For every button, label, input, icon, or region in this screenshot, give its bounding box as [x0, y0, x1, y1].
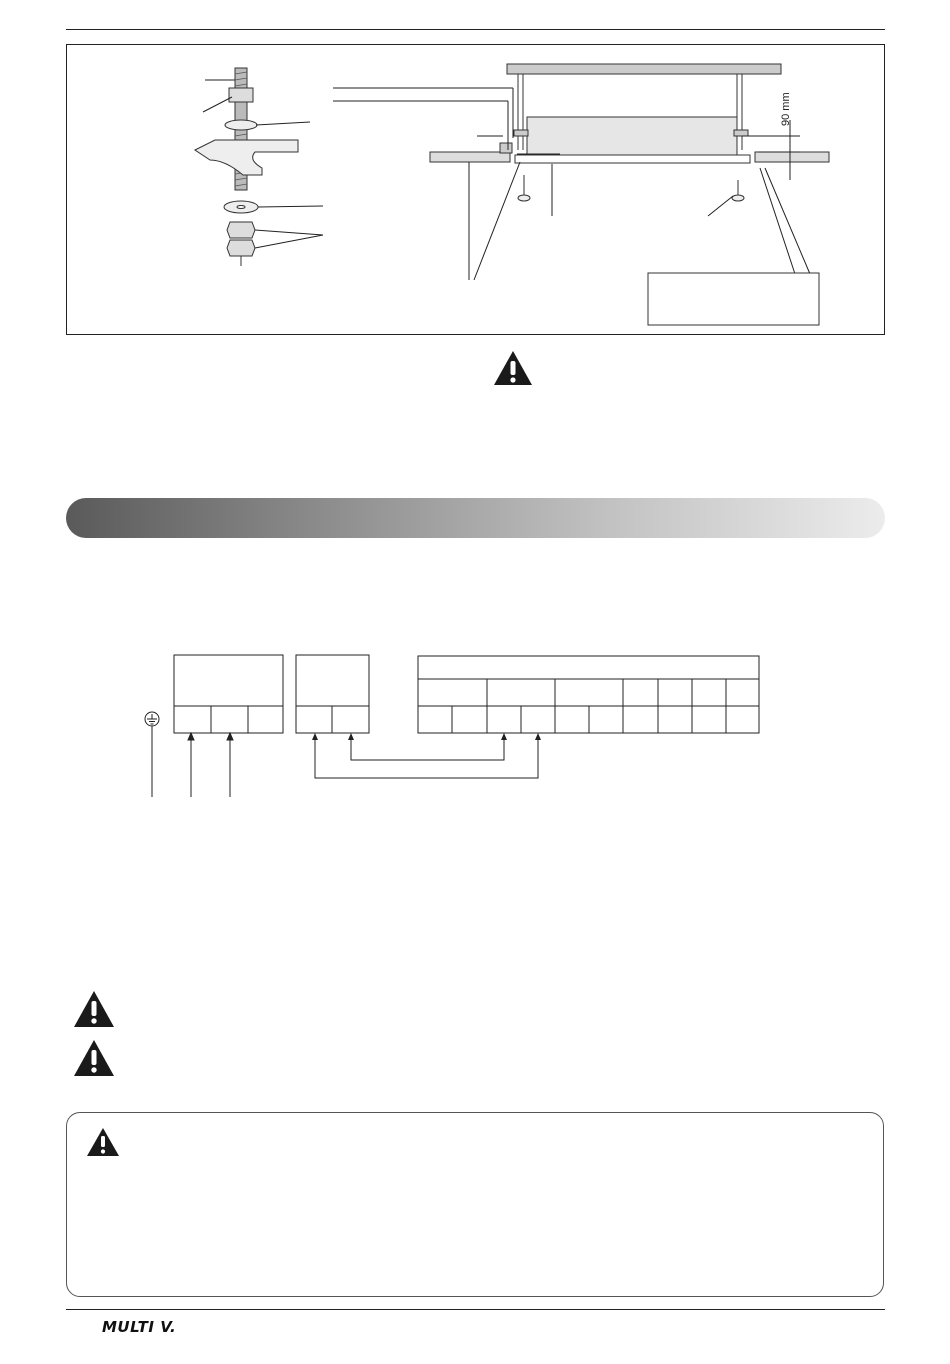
caution-box: [66, 1112, 884, 1297]
footer-rule: [66, 1309, 885, 1310]
caution-triangle-icon: [86, 1127, 120, 1157]
dimension-label: 90 mm: [780, 92, 792, 126]
warning-triangle-icon: [73, 1039, 115, 1077]
brand-logo: MULTI V.: [102, 1318, 177, 1336]
warning-triangle-icon: [73, 990, 115, 1028]
